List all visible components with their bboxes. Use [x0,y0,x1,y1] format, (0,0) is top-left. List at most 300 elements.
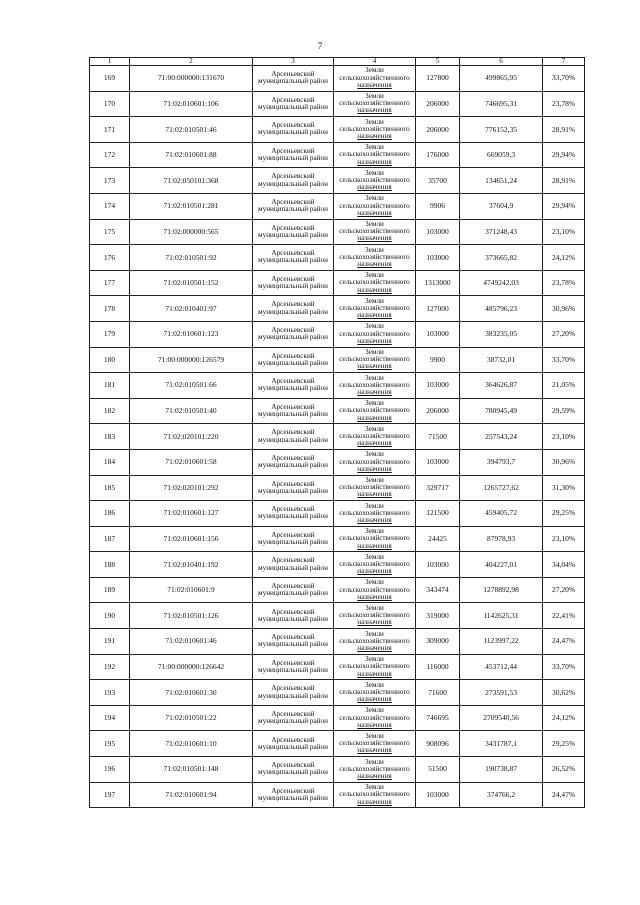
table-row [90,117,585,143]
land-category-cell [334,193,416,219]
area-cell: 127800 [416,66,460,92]
district-line: муниципальный район [258,282,328,291]
district-line: муниципальный район [258,589,328,598]
row-number-cell: 174 [90,193,130,219]
land-category-cell [334,347,416,373]
district-line: Арсеньевский [271,709,315,718]
land-category-cell [334,398,416,424]
cadastral-value-cell: 364626,87 [460,373,543,399]
column-header-5: 5 [416,58,460,66]
land-category-line: Земли [365,92,384,101]
cadastral-number-cell: 71:02:010601:123 [130,321,253,347]
table-row [90,398,585,424]
land-category-line: назначения [357,311,392,320]
district-line: Арсеньевский [271,530,315,539]
percent-cell: 21,05% [543,373,585,399]
land-category-line: Земли [365,194,384,203]
land-category-line: назначения [357,771,392,780]
land-category-line: сельскохозяйственного [339,534,410,543]
cadastral-value-cell: 190738,87 [460,757,543,783]
land-category-line: назначения [357,490,392,499]
land-category-line: назначения [357,797,392,806]
district-line: муниципальный район [258,102,328,111]
table-row [90,475,585,501]
district-cell [253,680,334,706]
area-cell: 103000 [416,321,460,347]
land-category-cell [334,296,416,322]
land-category-cell [334,654,416,680]
district-line: Арсеньевский [271,607,315,616]
row-number-cell: 177 [90,270,130,296]
land-category-line: назначения [357,260,392,269]
row-number-cell: 189 [90,577,130,603]
area-cell: 103000 [416,219,460,245]
cadastral-number-cell: 71:02:010501:92 [130,245,253,271]
column-header-7: 7 [543,58,585,66]
area-cell: 908096 [416,731,460,757]
table-row [90,449,585,475]
percent-cell: 28,91% [543,168,585,194]
percent-cell: 26,52% [543,757,585,783]
cadastral-number-cell: 71:02:020101:220 [130,424,253,450]
row-number-cell: 183 [90,424,130,450]
percent-cell: 29,25% [543,731,585,757]
cadastral-number-cell: 71:02:010501:281 [130,193,253,219]
table-row [90,168,585,194]
district-line: муниципальный район [258,665,328,674]
district-cell [253,731,334,757]
cadastral-value-cell: 87978,93 [460,526,543,552]
district-cell [253,347,334,373]
land-category-line: сельскохозяйственного [339,252,410,261]
table-row [90,91,585,117]
district-cell [253,526,334,552]
land-category-line: Земли [365,578,384,587]
percent-cell: 30,96% [543,296,585,322]
land-category-cell [334,552,416,578]
district-line: муниципальный район [258,384,328,393]
district-cell [253,245,334,271]
row-number-cell: 179 [90,321,130,347]
land-category-cell [334,66,416,92]
district-line: Арсеньевский [271,377,315,386]
district-line: муниципальный район [258,77,328,86]
land-category-line: Земли [365,501,384,510]
land-category-line: назначения [357,567,392,576]
cadastral-value-cell: 780945,49 [460,398,543,424]
district-line: муниципальный район [258,307,328,316]
district-line: Арсеньевский [271,274,315,283]
district-line: муниципальный район [258,435,328,444]
district-line: муниципальный район [258,358,328,367]
cadastral-value-cell: 4749242,03 [460,270,543,296]
area-cell: 24425 [416,526,460,552]
cadastral-value-cell: 257543,24 [460,424,543,450]
land-category-line: сельскохозяйственного [339,559,410,568]
percent-cell: 22,41% [543,603,585,629]
cadastral-value-cell: 2709540,56 [460,705,543,731]
district-line: Арсеньевский [271,172,315,181]
land-category-line: Земли [365,706,384,715]
land-category-line: назначения [357,336,392,345]
land-category-cell [334,731,416,757]
district-line: муниципальный район [258,768,328,777]
column-header-3: 3 [253,58,334,66]
cadastral-number-cell: 71:02:010501:152 [130,270,253,296]
percent-cell: 27,20% [543,321,585,347]
percent-cell: 34,04% [543,552,585,578]
table-row [90,66,585,92]
cadastral-number-cell: 71:02:010601:106 [130,91,253,117]
district-cell [253,757,334,783]
land-category-line: Земли [365,168,384,177]
land-category-line: назначения [357,541,392,550]
district-line: муниципальный район [258,640,328,649]
land-category-line: сельскохозяйственного [339,483,410,492]
land-category-line: сельскохозяйственного [339,636,410,645]
percent-cell: 33,70% [543,654,585,680]
area-cell: 71500 [416,424,460,450]
land-category-line: назначения [357,132,392,141]
table-row [90,321,585,347]
district-line: Арсеньевский [271,70,315,79]
land-category-cell [334,757,416,783]
cadastral-value-cell: 669059,3 [460,142,543,168]
cadastral-value-cell: 459405,72 [460,501,543,527]
cadastral-number-cell: 71:00:000000:126579 [130,347,253,373]
land-category-cell [334,705,416,731]
land-category-line: Земли [365,271,384,280]
district-cell [253,654,334,680]
percent-cell: 24,47% [543,782,585,808]
district-cell [253,577,334,603]
land-category-line: Земли [365,783,384,792]
land-category-line: Земли [365,399,384,408]
table-row [90,526,585,552]
district-cell [253,629,334,655]
land-category-line: сельскохозяйственного [339,124,410,133]
row-number-cell: 169 [90,66,130,92]
table-row [90,296,585,322]
row-number-cell: 196 [90,757,130,783]
cadastral-value-cell: 1278892,98 [460,577,543,603]
district-cell [253,603,334,629]
row-number-cell: 181 [90,373,130,399]
land-category-line: сельскохозяйственного [339,380,410,389]
district-cell [253,398,334,424]
row-number-cell: 186 [90,501,130,527]
district-line: Арсеньевский [271,684,315,693]
district-line: муниципальный район [258,486,328,495]
land-category-line: Земли [365,757,384,766]
cadastral-value-cell: 37604,9 [460,193,543,219]
land-category-line: Земли [365,680,384,689]
district-line: муниципальный район [258,793,328,802]
district-line: муниципальный район [258,205,328,214]
cadastral-value-cell: 273591,53 [460,680,543,706]
row-number-cell: 188 [90,552,130,578]
area-cell: 206000 [416,398,460,424]
land-category-line: Земли [365,603,384,612]
district-cell [253,168,334,194]
land-category-line: Земли [365,655,384,664]
cadastral-number-cell: 71:02:010601:30 [130,680,253,706]
area-cell: 1313000 [416,270,460,296]
land-category-line: сельскохозяйственного [339,73,410,82]
cadastral-value-cell: 383235,05 [460,321,543,347]
land-plot-table [89,57,585,808]
land-category-line: сельскохозяйственного [339,508,410,517]
cadastral-number-cell: 71:02:010501:126 [130,603,253,629]
district-line: Арсеньевский [271,581,315,590]
land-category-line: Земли [365,475,384,484]
percent-cell: 31,30% [543,475,585,501]
column-number-row [90,58,585,66]
cadastral-value-cell: 404227,01 [460,552,543,578]
area-cell: 35700 [416,168,460,194]
percent-cell: 23,78% [543,91,585,117]
row-number-cell: 185 [90,475,130,501]
land-category-line: сельскохозяйственного [339,278,410,287]
land-category-line: сельскохозяйственного [339,790,410,799]
cadastral-number-cell: 71:02:010501:22 [130,705,253,731]
table-row [90,501,585,527]
district-line: Арсеньевский [271,428,315,437]
district-cell [253,296,334,322]
land-category-line: назначения [357,183,392,192]
district-line: Арсеньевский [271,146,315,155]
percent-cell: 27,20% [543,577,585,603]
land-category-cell [334,501,416,527]
area-cell: 103000 [416,449,460,475]
land-category-line: сельскохозяйственного [339,662,410,671]
land-category-line: назначения [357,285,392,294]
area-cell: 103000 [416,782,460,808]
land-category-line: сельскохозяйственного [339,611,410,620]
percent-cell: 23,10% [543,526,585,552]
cadastral-value-cell: 371248,43 [460,219,543,245]
land-category-line: сельскохозяйственного [339,764,410,773]
land-category-cell [334,449,416,475]
cadastral-value-cell: 1265727,62 [460,475,543,501]
land-category-line: назначения [357,592,392,601]
district-line: Арсеньевский [271,198,315,207]
area-cell: 176000 [416,142,460,168]
table-row [90,577,585,603]
area-cell: 71600 [416,680,460,706]
land-category-cell [334,680,416,706]
district-line: Арсеньевский [271,505,315,514]
land-category-line: назначения [357,746,392,755]
land-category-line: сельскохозяйственного [339,687,410,696]
percent-cell: 29,94% [543,193,585,219]
district-cell [253,475,334,501]
district-line: Арсеньевский [271,326,315,335]
row-number-cell: 190 [90,603,130,629]
table-row [90,603,585,629]
district-cell [253,705,334,731]
district-cell [253,321,334,347]
district-line: Арсеньевский [271,658,315,667]
district-line: Арсеньевский [271,223,315,232]
district-cell [253,782,334,808]
row-number-cell: 176 [90,245,130,271]
percent-cell: 24,12% [543,245,585,271]
land-category-line: назначения [357,464,392,473]
district-line: Арсеньевский [271,786,315,795]
land-category-line: Земли [365,296,384,305]
cadastral-number-cell: 71:02:050101:368 [130,168,253,194]
cadastral-value-cell: 746695,31 [460,91,543,117]
row-number-cell: 191 [90,629,130,655]
page-number: 7 [317,41,323,51]
cadastral-number-cell: 71:02:000000:565 [130,219,253,245]
cadastral-number-cell: 71:02:010601:94 [130,782,253,808]
district-cell [253,424,334,450]
cadastral-number-cell: 71:02:010401:97 [130,296,253,322]
land-category-cell [334,424,416,450]
land-category-line: сельскохозяйственного [339,713,410,722]
table-row [90,245,585,271]
land-category-line: назначения [357,106,392,115]
percent-cell: 23,10% [543,219,585,245]
table-row [90,347,585,373]
land-category-cell [334,373,416,399]
district-line: муниципальный район [258,461,328,470]
cadastral-value-cell: 394793,7 [460,449,543,475]
district-cell [253,91,334,117]
cadastral-value-cell: 373665,82 [460,245,543,271]
land-category-line: Земли [365,245,384,254]
district-line: муниципальный район [258,691,328,700]
table-row [90,552,585,578]
cadastral-number-cell: 71:02:010501:66 [130,373,253,399]
area-cell: 103000 [416,373,460,399]
district-line: муниципальный район [258,128,328,137]
district-cell [253,501,334,527]
land-category-line: Земли [365,322,384,331]
cadastral-number-cell: 71:02:010501:46 [130,117,253,143]
area-cell: 319000 [416,603,460,629]
cadastral-number-cell: 71:00:000000:126642 [130,654,253,680]
row-number-cell: 172 [90,142,130,168]
land-category-cell [334,603,416,629]
cadastral-number-cell: 71:00:000000:131670 [130,66,253,92]
district-line: Арсеньевский [271,300,315,309]
cadastral-number-cell: 71:02:010601:9 [130,577,253,603]
land-category-cell [334,782,416,808]
land-category-line: назначения [357,208,392,217]
area-cell: 9900 [416,347,460,373]
area-cell: 9906 [416,193,460,219]
cadastral-number-cell: 71:02:010601:156 [130,526,253,552]
cadastral-number-cell: 71:02:010601:46 [130,629,253,655]
district-line: Арсеньевский [271,735,315,744]
land-category-line: сельскохозяйственного [339,329,410,338]
land-category-line: Земли [365,117,384,126]
land-category-line: назначения [357,157,392,166]
cadastral-value-cell: 1142625,31 [460,603,543,629]
land-category-line: Земли [365,424,384,433]
land-category-line: Земли [365,143,384,152]
percent-cell: 33,70% [543,347,585,373]
land-category-line: назначения [357,515,392,524]
district-line: муниципальный район [258,333,328,342]
cadastral-number-cell: 71:02:020101:292 [130,475,253,501]
percent-cell: 30,62% [543,680,585,706]
percent-cell: 24,12% [543,705,585,731]
cadastral-number-cell: 71:02:010401:192 [130,552,253,578]
district-line: муниципальный район [258,256,328,265]
district-line: муниципальный район [258,230,328,239]
percent-cell: 30,96% [543,449,585,475]
district-line: Арсеньевский [271,249,315,258]
cadastral-number-cell: 71:02:010501:148 [130,757,253,783]
area-cell: 746695 [416,705,460,731]
land-category-line: Земли [365,348,384,357]
cadastral-value-cell: 1123997,22 [460,629,543,655]
land-category-cell [334,245,416,271]
land-category-cell [334,629,416,655]
area-cell: 103000 [416,552,460,578]
land-category-line: Земли [365,629,384,638]
area-cell: 206000 [416,117,460,143]
column-header-1: 1 [90,58,130,66]
cadastral-value-cell: 453712,44 [460,654,543,680]
district-line: муниципальный район [258,537,328,546]
cadastral-value-cell: 38732,01 [460,347,543,373]
percent-cell: 29,59% [543,398,585,424]
row-number-cell: 194 [90,705,130,731]
table-row [90,193,585,219]
table-row [90,782,585,808]
district-line: Арсеньевский [271,761,315,770]
row-number-cell: 192 [90,654,130,680]
land-category-cell [334,577,416,603]
district-line: муниципальный район [258,154,328,163]
district-line: муниципальный район [258,742,328,751]
row-number-cell: 193 [90,680,130,706]
table-row [90,705,585,731]
row-number-cell: 175 [90,219,130,245]
land-category-cell [334,270,416,296]
district-line: муниципальный район [258,614,328,623]
district-cell [253,193,334,219]
land-category-line: назначения [357,362,392,371]
land-category-line: Земли [365,220,384,229]
district-line: Арсеньевский [271,95,315,104]
district-line: Арсеньевский [271,351,315,360]
percent-cell: 29,94% [543,142,585,168]
row-number-cell: 184 [90,449,130,475]
row-number-cell: 197 [90,782,130,808]
land-category-line: назначения [357,413,392,422]
district-cell [253,66,334,92]
land-category-line: назначения [357,80,392,89]
table-row [90,731,585,757]
land-category-line: сельскохозяйственного [339,176,410,185]
table-row [90,270,585,296]
row-number-cell: 171 [90,117,130,143]
land-category-line: сельскохозяйственного [339,355,410,364]
district-line: Арсеньевский [271,121,315,130]
district-cell [253,373,334,399]
percent-cell: 29,25% [543,501,585,527]
district-line: Арсеньевский [271,556,315,565]
land-category-line: Земли [365,731,384,740]
table-row [90,424,585,450]
land-category-line: Земли [365,527,384,536]
